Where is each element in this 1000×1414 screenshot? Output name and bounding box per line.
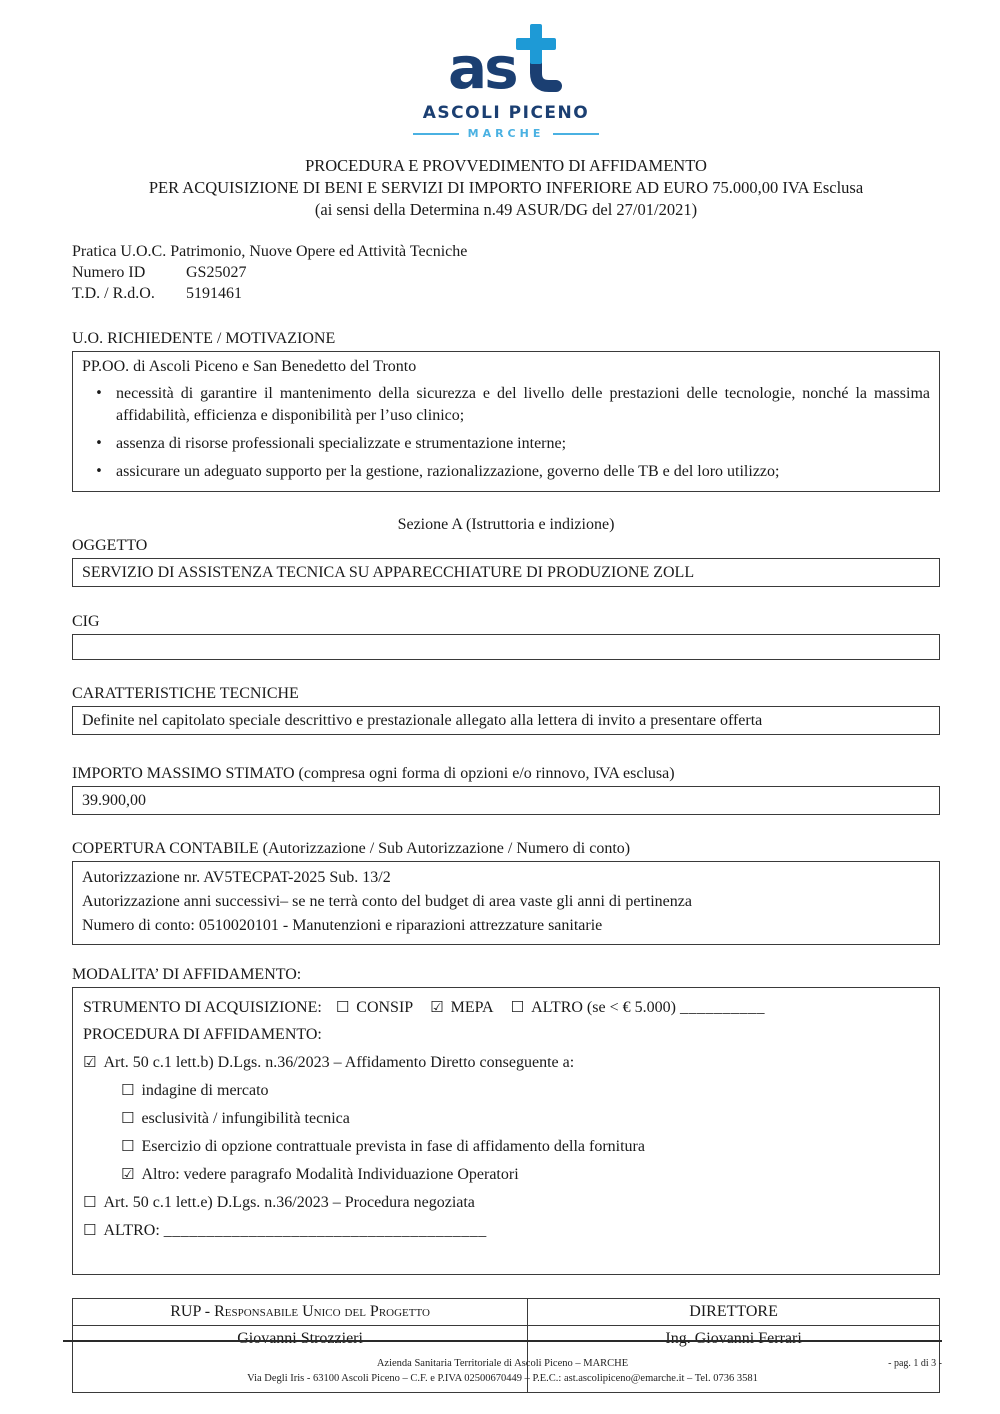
- checkbox-label: Art. 50 c.1 lett.e) D.Lgs. n.36/2023 – Procedura negoziata: [103, 1194, 475, 1211]
- importo-heading: IMPORTO MASSIMO STIMATO (compresa ogni forma di opzioni e/o rinnovo, IVA esclusa): [72, 765, 675, 782]
- altro-blank-line: __________: [679, 999, 765, 1016]
- pratica-info: [72, 241, 940, 304]
- signatures-header-row: [73, 1299, 940, 1326]
- checkbox-label: Art. 50 c.1 lett.b) D.Lgs. n.36/2023 – Affidamento Diretto conseguente a:: [103, 1054, 575, 1071]
- rup-name-cell: Giovanni Strozzieri: [73, 1326, 528, 1393]
- pratica-row: [72, 241, 940, 262]
- cig-box: [72, 634, 940, 660]
- richiedente-box: [72, 351, 940, 492]
- checkbox-unchecked-icon: ☐: [83, 1193, 97, 1211]
- checkbox-item: [83, 1049, 929, 1076]
- ast-logo-svg: [450, 24, 562, 96]
- checkbox-item: [83, 1189, 929, 1216]
- richiedente-heading: U.O. RICHIEDENTE / MOTIVAZIONE: [72, 330, 336, 347]
- sezione-a-heading: Sezione A (Istruttoria e indizione): [397, 516, 615, 533]
- bullet-text: necessità di garantire il mantenimento della sicurezza e del livello delle prestazioni delle tecnologie, nonché la massima affidabilità, efficienza e disponibilità per l’uso clinico;: [116, 385, 930, 424]
- checkbox-item: [121, 1133, 929, 1160]
- checkbox-item: [83, 1217, 929, 1244]
- procedura-label: PROCEDURA DI AFFIDAMENTO:: [83, 1026, 322, 1043]
- modalita-heading: MODALITA’ DI AFFIDAMENTO:: [72, 966, 302, 983]
- checkbox-label: esclusività / infungibilità tecnica: [141, 1110, 350, 1127]
- direttore-header-cell: DIRETTORE: [528, 1299, 940, 1326]
- section-richiedente: [72, 329, 940, 492]
- logo-region-name: MARCHE: [467, 127, 545, 140]
- checkbox-unchecked-icon: ☐: [335, 998, 350, 1016]
- checkbox-checked-icon: ☑: [121, 1165, 135, 1183]
- checkbox-label: indagine di mercato: [141, 1082, 269, 1099]
- copertura-line: Autorizzazione nr. AV5TECPAT-2025 Sub. 13/2: [82, 869, 391, 886]
- pratica-label: Pratica: [72, 243, 117, 260]
- richiedente-intro: PP.OO. di Ascoli Piceno e San Benedetto del Tronto: [82, 358, 417, 375]
- option-consip: [336, 994, 413, 1021]
- page-footer: [63, 1340, 942, 1386]
- checkbox-unchecked-icon: ☐: [121, 1081, 135, 1099]
- bullet-item: [82, 383, 930, 427]
- bullet-icon: •: [95, 386, 103, 401]
- direttore-name-cell: Ing. Giovanni Ferrari: [528, 1326, 940, 1393]
- strumento-label: STRUMENTO DI ACQUISIZIONE:: [83, 999, 322, 1016]
- footer-org-line: Azienda Sanitaria Territoriale di Ascoli Piceno – MARCHE: [376, 1358, 629, 1369]
- title-line-2: PER ACQUISIZIONE DI BENI E SERVIZI DI IMPORTO INFERIORE AD EURO 75.000,00 IVA Esclusa: [148, 178, 864, 197]
- numero-id-label: Numero ID: [72, 264, 146, 281]
- title-line-3: (ai sensi della Determina n.49 ASUR/DG del 27/01/2021): [314, 200, 698, 219]
- logo-letters-as: as: [450, 34, 516, 96]
- checkbox-item: [121, 1077, 929, 1104]
- checkbox-checked-icon: ☑: [430, 998, 444, 1016]
- copertura-line: Autorizzazione anni successivi– se ne terrà conto del budget di area vaste gli anni di pertinenza: [82, 893, 692, 910]
- checkbox-unchecked-icon: ☐: [510, 998, 525, 1016]
- page-number: - pag. 1 di 3 -: [888, 1358, 942, 1369]
- section-cig: [72, 612, 940, 660]
- pratica-value: U.O.C. Patrimonio, Nuove Opere ed Attività Tecniche: [120, 243, 468, 260]
- checkbox-unchecked-icon: ☐: [121, 1109, 135, 1127]
- numero-id-value: GS25027: [186, 264, 247, 281]
- checkbox-unchecked-icon: ☐: [121, 1137, 135, 1155]
- option-altro-label: ALTRO (se < € 5.000): [531, 999, 676, 1016]
- logo-org-name: ASCOLI PICENO: [422, 103, 590, 123]
- bullet-item: [82, 461, 930, 483]
- option-mepa-label: MEPA: [450, 999, 494, 1016]
- oggetto-heading: OGGETTO: [72, 537, 148, 554]
- option-mepa: [430, 994, 493, 1021]
- td-rdo-row: [72, 283, 940, 304]
- bullet-text: assicurare un adeguato supporto per la gestione, razionalizzazione, governo delle TB e del loro utilizzo;: [116, 463, 780, 480]
- copertura-heading: COPERTURA CONTABILE (Autorizzazione / Sub Autorizzazione / Numero di conto): [72, 840, 631, 857]
- modalita-box: [72, 987, 940, 1275]
- footer-text: [63, 1356, 942, 1386]
- logo-region-row: [72, 127, 940, 140]
- bullet-item: [82, 433, 930, 455]
- section-caratteristiche: [72, 684, 940, 735]
- region-line-left: [413, 133, 459, 135]
- section-modalita: [72, 965, 940, 1275]
- td-rdo-label: T.D. / R.d.O.: [72, 285, 155, 302]
- checkbox-label: Esercizio di opzione contrattuale prevista in fase di affidamento della fornitura: [141, 1138, 645, 1155]
- bullet-icon: •: [95, 464, 103, 479]
- checkbox-label: Altro: vedere paragrafo Modalità Individuazione Operatori: [141, 1166, 519, 1183]
- bullet-text: assenza di risorse professionali specializzate e strumentazione interne;: [116, 435, 567, 452]
- td-rdo-value: 5191461: [186, 285, 242, 302]
- checkbox-item: [121, 1105, 929, 1132]
- option-consip-label: CONSIP: [356, 999, 414, 1016]
- altro-blank-line: ______________________________________: [163, 1222, 487, 1239]
- rup-header-cell: RUP - Responsabile Unico del Progetto: [73, 1299, 528, 1326]
- option-altro: [511, 994, 765, 1021]
- plus-icon: [516, 24, 556, 64]
- section-copertura: [72, 839, 940, 945]
- caratteristiche-box: Definite nel capitolato speciale descrittivo e prestazionale allegato alla lettera di invito a presentare offerta: [72, 706, 940, 735]
- copertura-box: [72, 861, 940, 945]
- numero-id-row: [72, 262, 940, 283]
- strumento-row: [83, 994, 929, 1021]
- checkbox-unchecked-icon: ☐: [83, 1221, 97, 1239]
- importo-box: 39.900,00: [72, 786, 940, 815]
- checkbox-checked-icon: ☑: [83, 1053, 97, 1071]
- checkbox-item: [121, 1161, 929, 1188]
- oggetto-box: SERVIZIO DI ASSISTENZA TECNICA SU APPARECCHIATURE DI PRODUZIONE ZOLL: [72, 558, 940, 587]
- ast-logo-mark: [450, 24, 562, 101]
- section-oggetto: [72, 536, 940, 587]
- bullet-icon: •: [95, 436, 103, 451]
- document-title: [72, 155, 940, 221]
- checkbox-label: ALTRO:: [103, 1222, 160, 1239]
- region-line-right: [553, 133, 599, 135]
- footer-address-line: Via Degli Iris - 63100 Ascoli Piceno – C.F. e P.IVA 02500670449 – P.E.C.: ast.ascolipiceno@emarche.it – Tel. 0736 3581: [247, 1373, 758, 1384]
- section-importo: [72, 764, 940, 815]
- cig-heading: CIG: [72, 613, 100, 630]
- title-line-1: PROCEDURA E PROVVEDIMENTO DI AFFIDAMENTO: [305, 156, 707, 175]
- ast-logo: [72, 24, 940, 140]
- caratteristiche-heading: CARATTERISTICHE TECNICHE: [72, 685, 299, 702]
- copertura-line: Numero di conto: 0510020101 - Manutenzioni e riparazioni attrezzature sanitarie: [82, 917, 603, 934]
